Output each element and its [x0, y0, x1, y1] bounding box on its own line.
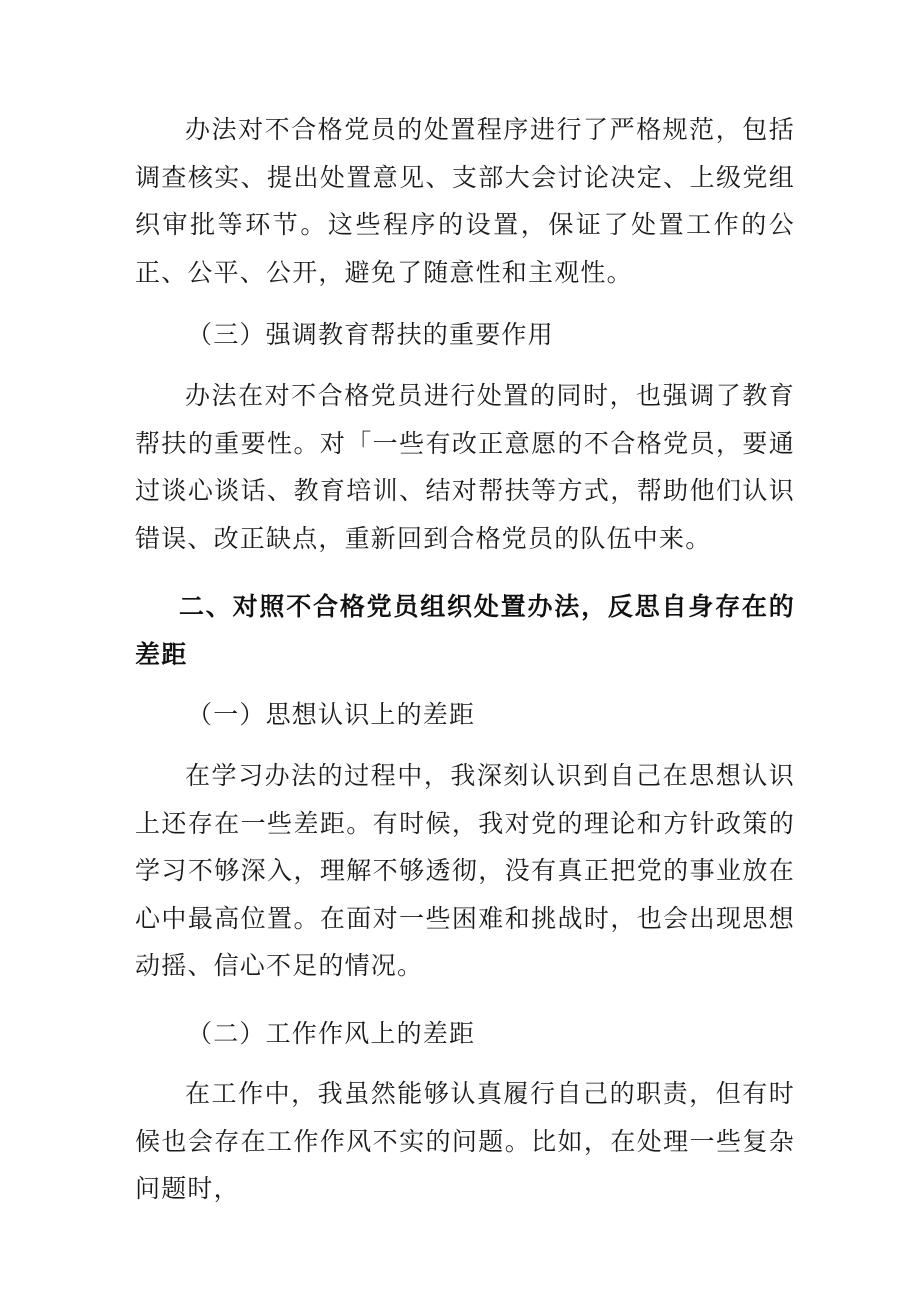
paragraph-procedure: 办法对不合格党员的处置程序进行了严格规范，包括调查核实、提出处置意见、支部大会讨论决定、上级党组织审批等环节。这些程序的设置，保证了处置工作的公正、公平、公开，避免了随意性和主观性。	[135, 115, 795, 287]
subheading-thinking-gap: （一）思想认识上的差距	[187, 700, 476, 729]
section-heading-reflection: 二、对照不合格党员组织处置办法，反思自身存在的差距	[135, 592, 795, 669]
paragraph-thinking-gap: 在学习办法的过程中，我深刻认识到自己在思想认识上还存在一些差距。有时候，我对党的理论和方针政策的学习不够深入，理解不够透彻，没有真正把党的事业放在心中最高位置。在面对一些困难和挑战时，也会出现思想动摇、信心不足的情况。	[135, 761, 795, 980]
subheading-education-support: （三）强调教育帮扶的重要作用	[187, 320, 554, 349]
subheading-work-style-gap: （二）工作作风上的差距	[187, 1019, 476, 1048]
paragraph-work-style-gap: 在工作中，我虽然能够认真履行自己的职责，但有时候也会存在工作作风不实的问题。比如，在处理一些复杂问题时，	[135, 1079, 795, 1203]
paragraph-education-support: 办法在对不合格党员进行处置的同时，也强调了教育帮扶的重要性。对「一些有改正意愿的不合格党员，要通过谈心谈话、教育培训、结对帮扶等方式，帮助他们认识错误、改正缺点，重新回到合格党员的队伍中来。	[135, 381, 795, 553]
